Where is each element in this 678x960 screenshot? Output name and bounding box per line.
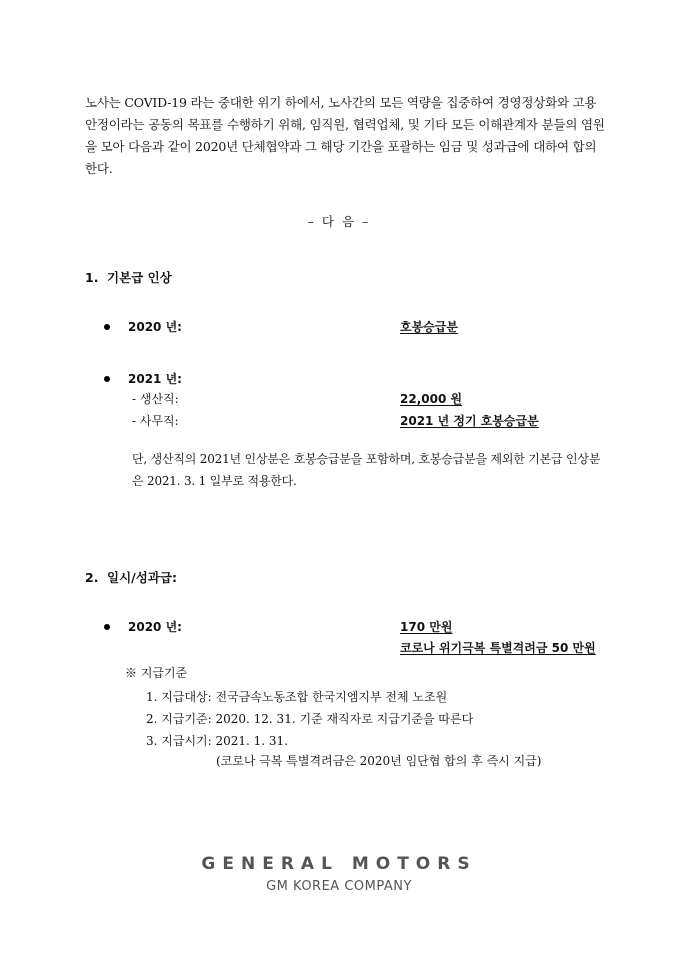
company-logo-line-1: GENERAL MOTORS — [201, 854, 477, 874]
company-logo-line-2: GM KOREA COMPANY — [266, 879, 412, 894]
section-1-row-1-value: 22,000 원 — [400, 392, 463, 406]
section-2-number: 2. — [85, 570, 99, 585]
criteria-item-2: 2. 지급기준: 2020. 12. 31. 기준 재직자로 지급기준을 따른다 — [146, 712, 474, 726]
section-1-row-1-label: - 생산직: — [132, 392, 179, 406]
section-1-item-2-label: 2021 년: — [128, 372, 182, 386]
criteria-title: ※ 지급기준 — [125, 666, 188, 680]
criteria-note: (코로나 극복 특별격려금은 2020년 임단협 합의 후 즉시 지급) — [216, 754, 542, 768]
center-heading: – 다 음 – — [307, 214, 371, 229]
bullet-icon — [104, 376, 110, 382]
section-1-row-2-value: 2021 년 정기 호봉승급분 — [400, 414, 539, 428]
section-1-item-1-value: 호봉승급분 — [400, 320, 458, 334]
section-2-item-1-label: 2020 년: — [128, 620, 182, 634]
criteria-item-3: 3. 지급시기: 2021. 1. 31. — [146, 734, 289, 748]
section-1-note: 단, 생산직의 2021년 인상분은 호봉승급분을 포함하며, 호봉승급분을 제외한 기본급 인상분은 2021. 3. 1 일부로 적용한다. — [132, 452, 601, 488]
bullet-icon — [104, 324, 110, 330]
intro-paragraph: 노사는 COVID-19 라는 중대한 위기 하에서, 노사간의 모든 역량을 집중하여 경영정상화와 고용안정이라는 공동의 목표를 수행하기 위해, 임직원, 협력업체, 및 기타 모든 이해관계자 분들의 염원을 모아 다음과 같이 2020년 단체협약과 그 해당 기간을 포괄하는 임금 및 성과급에 대하여 합의한다. — [85, 95, 605, 176]
section-2-title-text: 일시/성과급: — [107, 570, 177, 585]
criteria-item-1: 1. 지급대상: 전국금속노동조합 한국지엠지부 전체 노조원 — [146, 690, 448, 704]
section-2-item-1-value-1: 170 만원 — [400, 620, 453, 634]
section-1-number: 1. — [85, 270, 99, 285]
section-1-item-1-label: 2020 년: — [128, 320, 182, 334]
section-1-title-text: 기본급 인상 — [107, 270, 172, 285]
section-1-row-2-label: - 사무직: — [132, 414, 179, 428]
section-2-item-1-value-2: 코로나 위기극복 특별격려금 50 만원 — [400, 641, 596, 655]
section-2-title — [85, 568, 177, 586]
section-1-title — [85, 268, 172, 286]
bullet-icon — [104, 624, 110, 630]
